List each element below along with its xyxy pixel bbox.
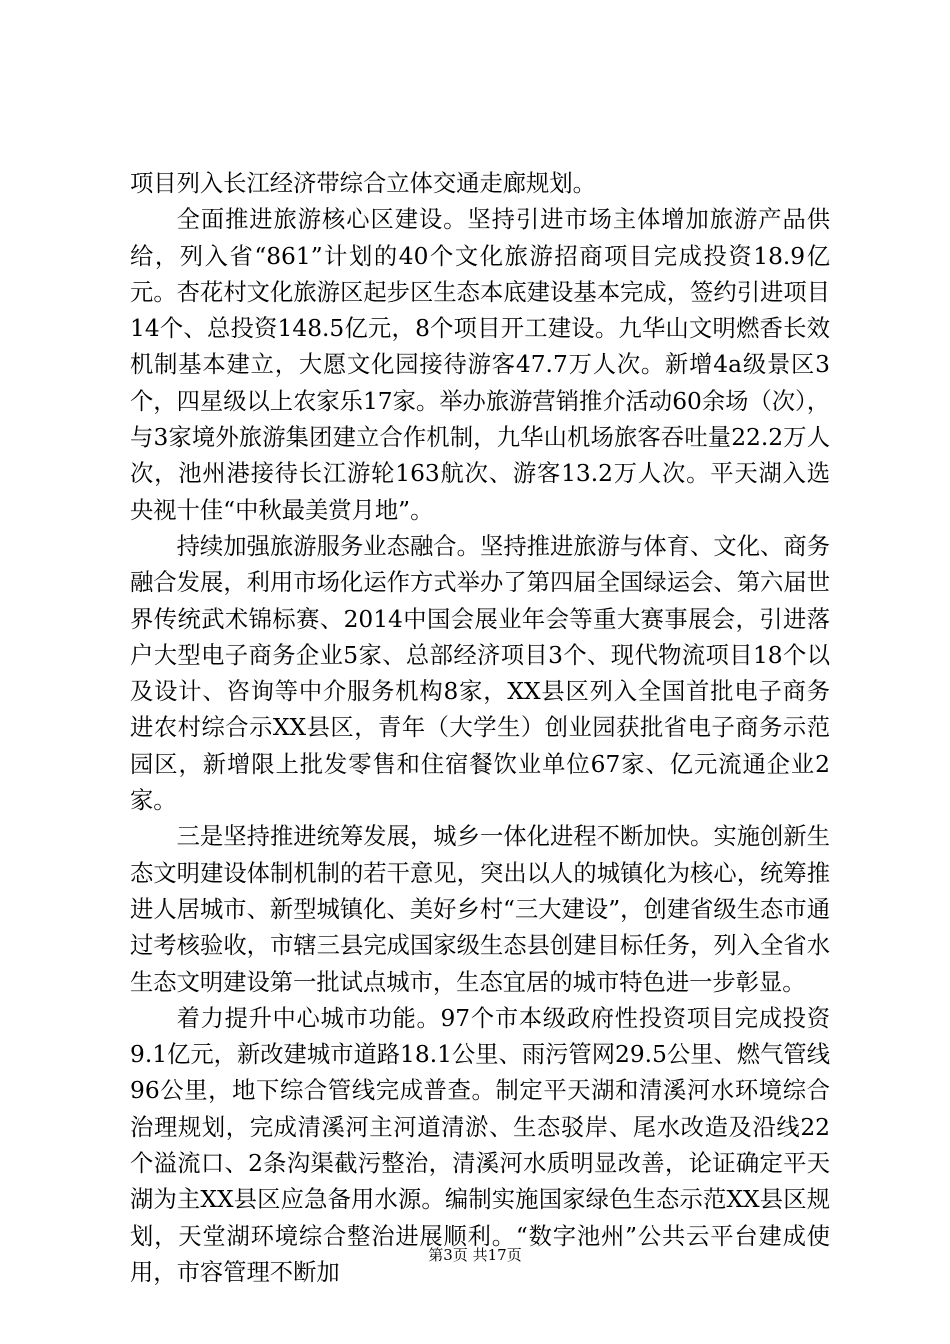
paragraph-tourism-service-integration: 持续加强旅游服务业态融合。坚持推进旅游与体育、文化、商务融合发展，利用市场化运作方式举办了第四届全国绿运会、第六届世界传统武术锦标赛、2014中国会展业年会等重大赛事展会，引进落户大型电子商务企业5家、总部经济项目3个、现代物流项目18个以及设计、咨询等中介服务机构8家，XX县区列入全国首批电子商务进农村综合示XX县区，青年（大学生）创业园获批省电子商务示范园区，新增限上批发零售和住宿餐饮业单位67家、亿元流通企业2家。: [130, 532, 830, 815]
page-number-footer: 第3页 共17页: [428, 1246, 522, 1264]
paragraph-central-city-function: 着力提升中心城市功能。97个市本级政府性投资项目完成投资9.1亿元，新改建城市道路18.1公里、雨污管网29.5公里、燃气管线96公里，地下综合管线完成普查。制定平天湖和清溪河水环境综合治理规划，完成清溪河主河道清淤、生态驳岸、尾水改造及沿线22个溢流口、2条沟渠截污整治，清溪河水质明显改善，论证确定平天湖为主XX县区应急备用水源。编制实施国家绿色生态示范XX县区规划，天堂湖环境综合整治进展顺利。“数字池州”公共云平台建成使用，市容管理不断加: [130, 1004, 830, 1286]
paragraph-urban-rural-integration: 三是坚持推进统筹发展，城乡一体化进程不断加快。实施创新生态文明建设体制机制的若干意见，突出以人的城镇化为核心，统筹推进人居城市、新型城镇化、美好乡村“三大建设”，创建省级生态市通过考核验收，市辖三县完成国家级生态县创建目标任务，列入全省水生态文明建设第一批试点城市，生态宜居的城市特色进一步彰显。: [130, 823, 830, 996]
paragraph-continuation: 项目列入长江经济带综合立体交通走廊规划。: [130, 170, 596, 197]
document-body: [130, 166, 830, 1291]
paragraph-tourism-core-area: 全面推进旅游核心区建设。坚持引进市场主体增加旅游产品供给，列入省“861”计划的40个文化旅游招商项目完成投资18.9亿元。杏花村文化旅游区起步区生态本底建设基本完成，签约引进项目14个、总投资148.5亿元，8个项目开工建设。九华山文明燃香长效机制基本建立，大愿文化园接待游客47.7万人次。新增4a级景区3个，四星级以上农家乐17家。举办旅游营销推介活动60余场（次），与3家境外旅游集团建立合作机制，九华山机场旅客吞吐量22.2万人次，池州港接待长江游轮163航次、游客13.2万人次。平天湖入选央视十佳“中秋最美赏月地”。: [130, 206, 830, 524]
